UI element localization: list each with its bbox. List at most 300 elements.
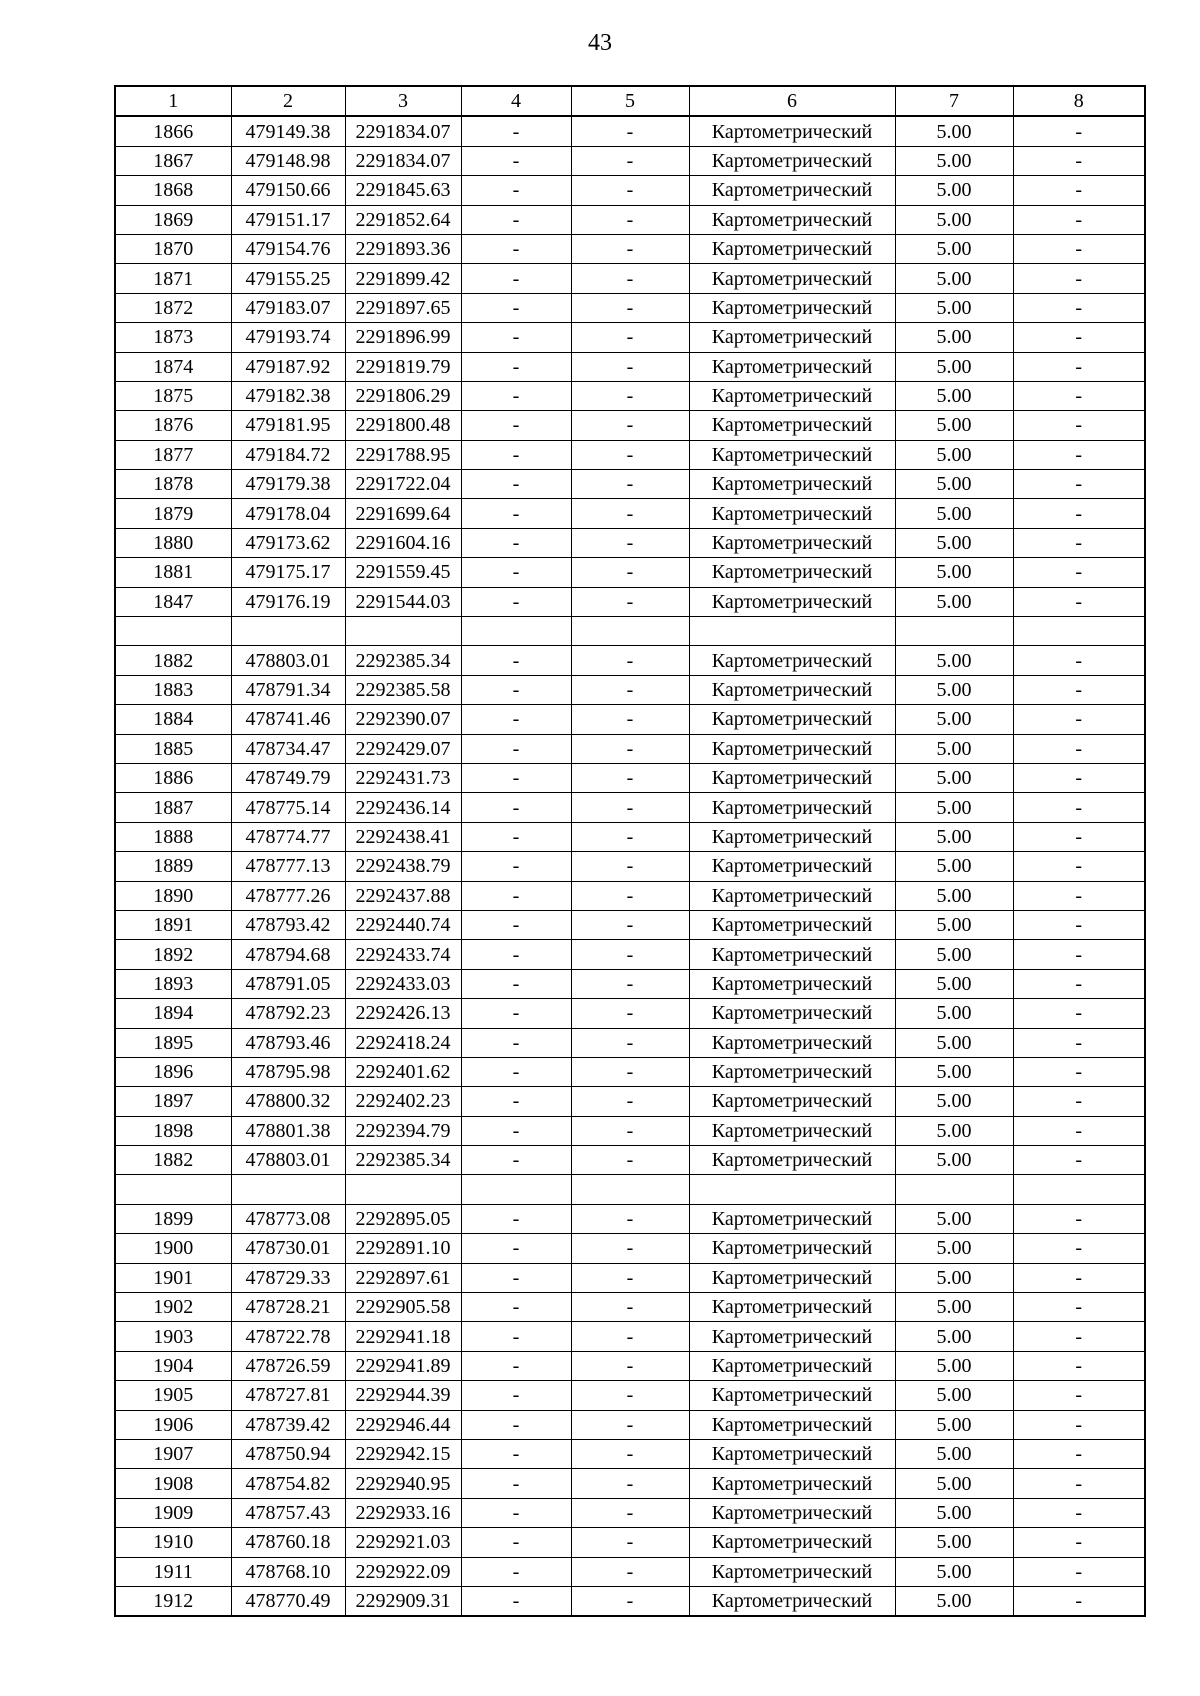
cell-method: Картометрический xyxy=(689,499,895,528)
cell-method: Картометрический xyxy=(689,1234,895,1263)
cell-col-5: - xyxy=(571,1469,689,1498)
cell-col-4: - xyxy=(461,116,571,146)
cell-method: Картометрический xyxy=(689,1469,895,1498)
cell-point-number: 1880 xyxy=(115,528,231,557)
cell-y-coordinate: 2292940.95 xyxy=(345,1469,461,1498)
cell-col-5: - xyxy=(571,646,689,675)
cell-method: Картометрический xyxy=(689,558,895,587)
cell-accuracy: 5.00 xyxy=(895,1204,1013,1233)
cell-col-8: - xyxy=(1013,323,1145,352)
table-row xyxy=(115,528,1145,557)
cell-col-8: - xyxy=(1013,1528,1145,1557)
table-row xyxy=(115,205,1145,234)
cell-col-4: - xyxy=(461,146,571,175)
cell-col-5: - xyxy=(571,528,689,557)
cell-col-8: - xyxy=(1013,763,1145,792)
cell-col-8: - xyxy=(1013,293,1145,322)
cell-col-5: - xyxy=(571,1263,689,1292)
cell-x-coordinate: 478795.98 xyxy=(231,1057,345,1086)
cell-y-coordinate: 2292440.74 xyxy=(345,910,461,939)
cell-col-8: - xyxy=(1013,116,1145,146)
cell-point-number: 1902 xyxy=(115,1293,231,1322)
cell-point-number: 1872 xyxy=(115,293,231,322)
cell-y-coordinate: 2291722.04 xyxy=(345,470,461,499)
cell-x-coordinate: 478794.68 xyxy=(231,940,345,969)
cell-point-number xyxy=(115,1175,231,1204)
cell-col-5: - xyxy=(571,323,689,352)
cell-col-8: - xyxy=(1013,176,1145,205)
cell-y-coordinate: 2292418.24 xyxy=(345,1028,461,1057)
cell-col-8: - xyxy=(1013,146,1145,175)
cell-col-8: - xyxy=(1013,1087,1145,1116)
cell-x-coordinate: 478741.46 xyxy=(231,705,345,734)
column-header-1: 1 xyxy=(115,86,231,116)
cell-col-4: - xyxy=(461,881,571,910)
cell-y-coordinate: 2291819.79 xyxy=(345,352,461,381)
cell-method: Картометрический xyxy=(689,734,895,763)
cell-col-5: - xyxy=(571,1410,689,1439)
cell-accuracy: 5.00 xyxy=(895,1293,1013,1322)
cell-accuracy xyxy=(895,617,1013,646)
cell-y-coordinate: 2292433.03 xyxy=(345,969,461,998)
cell-col-8: - xyxy=(1013,793,1145,822)
cell-y-coordinate: 2292429.07 xyxy=(345,734,461,763)
cell-accuracy: 5.00 xyxy=(895,176,1013,205)
table-row xyxy=(115,381,1145,410)
cell-x-coordinate: 478793.46 xyxy=(231,1028,345,1057)
cell-col-5: - xyxy=(571,1351,689,1380)
cell-x-coordinate: 479155.25 xyxy=(231,264,345,293)
cell-col-8: - xyxy=(1013,675,1145,704)
cell-method: Картометрический xyxy=(689,440,895,469)
cell-col-4: - xyxy=(461,910,571,939)
cell-col-8: - xyxy=(1013,558,1145,587)
cell-accuracy: 5.00 xyxy=(895,381,1013,410)
cell-y-coordinate: 2292394.79 xyxy=(345,1116,461,1145)
cell-y-coordinate: 2292922.09 xyxy=(345,1557,461,1586)
column-header-8: 8 xyxy=(1013,86,1145,116)
cell-method: Картометрический xyxy=(689,940,895,969)
cell-accuracy: 5.00 xyxy=(895,1557,1013,1586)
column-header-5: 5 xyxy=(571,86,689,116)
cell-col-5: - xyxy=(571,1439,689,1468)
table-row xyxy=(115,499,1145,528)
coordinates-table xyxy=(114,85,1146,1617)
cell-col-4: - xyxy=(461,1469,571,1498)
cell-accuracy: 5.00 xyxy=(895,910,1013,939)
table-row xyxy=(115,1116,1145,1145)
cell-x-coordinate: 478730.01 xyxy=(231,1234,345,1263)
cell-method: Картометрический xyxy=(689,822,895,851)
cell-method: Картометрический xyxy=(689,675,895,704)
cell-point-number: 1908 xyxy=(115,1469,231,1498)
cell-x-coordinate: 479184.72 xyxy=(231,440,345,469)
cell-y-coordinate: 2292426.13 xyxy=(345,999,461,1028)
cell-accuracy: 5.00 xyxy=(895,705,1013,734)
table-row xyxy=(115,999,1145,1028)
cell-x-coordinate: 478734.47 xyxy=(231,734,345,763)
cell-col-8: - xyxy=(1013,470,1145,499)
cell-col-5: - xyxy=(571,1234,689,1263)
cell-method: Картометрический xyxy=(689,1057,895,1086)
cell-point-number: 1878 xyxy=(115,470,231,499)
cell-accuracy: 5.00 xyxy=(895,558,1013,587)
cell-col-5: - xyxy=(571,763,689,792)
table-row xyxy=(115,852,1145,881)
cell-method: Картометрический xyxy=(689,411,895,440)
cell-point-number: 1891 xyxy=(115,910,231,939)
table-row xyxy=(115,910,1145,939)
cell-col-4: - xyxy=(461,852,571,881)
cell-accuracy: 5.00 xyxy=(895,1057,1013,1086)
cell-col-5: - xyxy=(571,734,689,763)
cell-col-4: - xyxy=(461,323,571,352)
cell-col-4: - xyxy=(461,1293,571,1322)
cell-accuracy: 5.00 xyxy=(895,1028,1013,1057)
cell-x-coordinate: 478728.21 xyxy=(231,1293,345,1322)
cell-col-4: - xyxy=(461,969,571,998)
cell-col-8: - xyxy=(1013,499,1145,528)
cell-point-number: 1905 xyxy=(115,1381,231,1410)
cell-col-5: - xyxy=(571,411,689,440)
cell-x-coordinate: 479150.66 xyxy=(231,176,345,205)
cell-point-number: 1847 xyxy=(115,587,231,616)
cell-accuracy: 5.00 xyxy=(895,793,1013,822)
cell-col-5: - xyxy=(571,1293,689,1322)
cell-accuracy: 5.00 xyxy=(895,234,1013,263)
cell-accuracy: 5.00 xyxy=(895,1322,1013,1351)
table-row xyxy=(115,1381,1145,1410)
cell-col-5: - xyxy=(571,940,689,969)
table-row xyxy=(115,1322,1145,1351)
cell-col-8: - xyxy=(1013,1410,1145,1439)
cell-y-coordinate: 2292941.18 xyxy=(345,1322,461,1351)
cell-point-number: 1870 xyxy=(115,234,231,263)
cell-x-coordinate: 479178.04 xyxy=(231,499,345,528)
cell-accuracy: 5.00 xyxy=(895,763,1013,792)
table-row xyxy=(115,940,1145,969)
cell-x-coordinate: 478768.10 xyxy=(231,1557,345,1586)
cell-y-coordinate: 2292942.15 xyxy=(345,1439,461,1468)
cell-point-number: 1884 xyxy=(115,705,231,734)
cell-col-4: - xyxy=(461,1028,571,1057)
column-header-4: 4 xyxy=(461,86,571,116)
cell-point-number: 1910 xyxy=(115,1528,231,1557)
cell-col-5: - xyxy=(571,822,689,851)
cell-accuracy: 5.00 xyxy=(895,1234,1013,1263)
cell-accuracy: 5.00 xyxy=(895,940,1013,969)
cell-x-coordinate: 478729.33 xyxy=(231,1263,345,1292)
table-row xyxy=(115,1234,1145,1263)
cell-y-coordinate: 2292895.05 xyxy=(345,1204,461,1233)
cell-y-coordinate: 2292909.31 xyxy=(345,1586,461,1616)
cell-y-coordinate: 2292946.44 xyxy=(345,1410,461,1439)
cell-x-coordinate: 478793.42 xyxy=(231,910,345,939)
cell-col-5: - xyxy=(571,1322,689,1351)
cell-y-coordinate: 2292437.88 xyxy=(345,881,461,910)
cell-point-number: 1883 xyxy=(115,675,231,704)
cell-point-number: 1885 xyxy=(115,734,231,763)
cell-col-5: - xyxy=(571,1557,689,1586)
cell-accuracy xyxy=(895,1175,1013,1204)
cell-x-coordinate: 478749.79 xyxy=(231,763,345,792)
table-row xyxy=(115,264,1145,293)
cell-col-8: - xyxy=(1013,1146,1145,1175)
cell-col-4: - xyxy=(461,793,571,822)
cell-method: Картометрический xyxy=(689,1087,895,1116)
column-header-6: 6 xyxy=(689,86,895,116)
cell-col-8: - xyxy=(1013,1498,1145,1527)
cell-accuracy: 5.00 xyxy=(895,264,1013,293)
table-row xyxy=(115,969,1145,998)
table-row xyxy=(115,1204,1145,1233)
cell-method: Картометрический xyxy=(689,146,895,175)
cell-point-number: 1911 xyxy=(115,1557,231,1586)
cell-col-8: - xyxy=(1013,734,1145,763)
cell-method: Картометрический xyxy=(689,793,895,822)
cell-y-coordinate: 2291893.36 xyxy=(345,234,461,263)
cell-col-8: - xyxy=(1013,411,1145,440)
cell-method: Картометрический xyxy=(689,1146,895,1175)
cell-col-4: - xyxy=(461,1498,571,1527)
cell-col-4: - xyxy=(461,381,571,410)
cell-accuracy: 5.00 xyxy=(895,1498,1013,1527)
cell-x-coordinate: 479182.38 xyxy=(231,381,345,410)
cell-col-8: - xyxy=(1013,352,1145,381)
cell-method: Картометрический xyxy=(689,999,895,1028)
cell-x-coordinate: 478739.42 xyxy=(231,1410,345,1439)
table-row xyxy=(115,1087,1145,1116)
cell-x-coordinate xyxy=(231,617,345,646)
cell-x-coordinate: 478770.49 xyxy=(231,1586,345,1616)
cell-x-coordinate: 478726.59 xyxy=(231,1351,345,1380)
column-header-7: 7 xyxy=(895,86,1013,116)
table-row xyxy=(115,763,1145,792)
cell-col-4: - xyxy=(461,1204,571,1233)
cell-col-4: - xyxy=(461,499,571,528)
cell-col-8: - xyxy=(1013,264,1145,293)
cell-col-8: - xyxy=(1013,1028,1145,1057)
cell-col-5: - xyxy=(571,470,689,499)
cell-col-4: - xyxy=(461,999,571,1028)
cell-col-8: - xyxy=(1013,381,1145,410)
cell-x-coordinate: 479151.17 xyxy=(231,205,345,234)
cell-x-coordinate: 478801.38 xyxy=(231,1116,345,1145)
table-row xyxy=(115,675,1145,704)
cell-col-8: - xyxy=(1013,1234,1145,1263)
cell-method: Картометрический xyxy=(689,1439,895,1468)
cell-method: Картометрический xyxy=(689,1498,895,1527)
table-row xyxy=(115,617,1145,646)
cell-col-5: - xyxy=(571,205,689,234)
cell-accuracy: 5.00 xyxy=(895,323,1013,352)
cell-col-5: - xyxy=(571,1116,689,1145)
cell-col-5: - xyxy=(571,852,689,881)
cell-col-4: - xyxy=(461,763,571,792)
cell-method: Картометрический xyxy=(689,763,895,792)
cell-col-5: - xyxy=(571,293,689,322)
cell-x-coordinate: 478775.14 xyxy=(231,793,345,822)
cell-col-5: - xyxy=(571,999,689,1028)
cell-x-coordinate: 478774.77 xyxy=(231,822,345,851)
table-row xyxy=(115,734,1145,763)
cell-accuracy: 5.00 xyxy=(895,205,1013,234)
cell-point-number: 1886 xyxy=(115,763,231,792)
cell-point-number: 1893 xyxy=(115,969,231,998)
cell-col-4: - xyxy=(461,705,571,734)
cell-point-number: 1876 xyxy=(115,411,231,440)
cell-accuracy: 5.00 xyxy=(895,675,1013,704)
cell-accuracy: 5.00 xyxy=(895,646,1013,675)
cell-col-4: - xyxy=(461,646,571,675)
cell-point-number: 1896 xyxy=(115,1057,231,1086)
cell-method: Картометрический xyxy=(689,1116,895,1145)
cell-col-4: - xyxy=(461,675,571,704)
cell-method: Картометрический xyxy=(689,470,895,499)
cell-method: Картометрический xyxy=(689,1028,895,1057)
cell-method: Картометрический xyxy=(689,910,895,939)
cell-col-5: - xyxy=(571,675,689,704)
cell-point-number: 1912 xyxy=(115,1586,231,1616)
cell-point-number: 1903 xyxy=(115,1322,231,1351)
cell-point-number: 1890 xyxy=(115,881,231,910)
cell-x-coordinate: 478791.34 xyxy=(231,675,345,704)
cell-accuracy: 5.00 xyxy=(895,999,1013,1028)
cell-x-coordinate: 479183.07 xyxy=(231,293,345,322)
cell-method: Картометрический xyxy=(689,352,895,381)
cell-accuracy: 5.00 xyxy=(895,822,1013,851)
cell-accuracy: 5.00 xyxy=(895,1087,1013,1116)
cell-col-4: - xyxy=(461,1234,571,1263)
table-row xyxy=(115,881,1145,910)
cell-y-coordinate: 2291788.95 xyxy=(345,440,461,469)
cell-x-coordinate: 478727.81 xyxy=(231,1381,345,1410)
cell-accuracy: 5.00 xyxy=(895,1146,1013,1175)
cell-accuracy: 5.00 xyxy=(895,852,1013,881)
cell-x-coordinate: 479187.92 xyxy=(231,352,345,381)
cell-col-4: - xyxy=(461,1351,571,1380)
cell-col-8: - xyxy=(1013,1439,1145,1468)
cell-col-4: - xyxy=(461,1557,571,1586)
cell-accuracy: 5.00 xyxy=(895,352,1013,381)
cell-method: Картометрический xyxy=(689,116,895,146)
table-row xyxy=(115,1469,1145,1498)
cell-col-4: - xyxy=(461,205,571,234)
table-row xyxy=(115,558,1145,587)
cell-x-coordinate: 478750.94 xyxy=(231,1439,345,1468)
cell-x-coordinate: 478800.32 xyxy=(231,1087,345,1116)
cell-col-5: - xyxy=(571,1146,689,1175)
cell-method: Картометрический xyxy=(689,293,895,322)
cell-point-number: 1881 xyxy=(115,558,231,587)
table-row xyxy=(115,1528,1145,1557)
cell-point-number: 1867 xyxy=(115,146,231,175)
cell-col-8: - xyxy=(1013,881,1145,910)
cell-col-4: - xyxy=(461,1057,571,1086)
cell-x-coordinate: 479193.74 xyxy=(231,323,345,352)
table-row xyxy=(115,176,1145,205)
cell-accuracy: 5.00 xyxy=(895,1528,1013,1557)
cell-col-8: - xyxy=(1013,1116,1145,1145)
cell-col-8: - xyxy=(1013,205,1145,234)
page-number: 43 xyxy=(588,30,612,56)
cell-accuracy: 5.00 xyxy=(895,1116,1013,1145)
cell-accuracy: 5.00 xyxy=(895,146,1013,175)
cell-y-coordinate: 2291544.03 xyxy=(345,587,461,616)
cell-col-5: - xyxy=(571,1528,689,1557)
cell-x-coordinate: 479181.95 xyxy=(231,411,345,440)
cell-x-coordinate: 478791.05 xyxy=(231,969,345,998)
cell-col-5: - xyxy=(571,499,689,528)
cell-col-5: - xyxy=(571,910,689,939)
cell-col-8: - xyxy=(1013,999,1145,1028)
cell-col-5: - xyxy=(571,440,689,469)
cell-x-coordinate: 479154.76 xyxy=(231,234,345,263)
cell-method: Картометрический xyxy=(689,323,895,352)
column-header-3: 3 xyxy=(345,86,461,116)
cell-y-coordinate: 2292921.03 xyxy=(345,1528,461,1557)
cell-x-coordinate: 478754.82 xyxy=(231,1469,345,1498)
cell-y-coordinate: 2292941.89 xyxy=(345,1351,461,1380)
cell-y-coordinate: 2291559.45 xyxy=(345,558,461,587)
cell-col-8: - xyxy=(1013,1469,1145,1498)
cell-col-5: - xyxy=(571,1498,689,1527)
cell-col-8: - xyxy=(1013,1381,1145,1410)
table-row xyxy=(115,587,1145,616)
cell-col-4: - xyxy=(461,264,571,293)
table-row xyxy=(115,1263,1145,1292)
cell-point-number: 1871 xyxy=(115,264,231,293)
cell-y-coordinate: 2292401.62 xyxy=(345,1057,461,1086)
cell-col-5: - xyxy=(571,146,689,175)
cell-col-4: - xyxy=(461,1439,571,1468)
cell-col-8: - xyxy=(1013,1263,1145,1292)
cell-y-coordinate: 2291852.64 xyxy=(345,205,461,234)
cell-x-coordinate: 479148.98 xyxy=(231,146,345,175)
cell-point-number: 1906 xyxy=(115,1410,231,1439)
cell-y-coordinate: 2292431.73 xyxy=(345,763,461,792)
cell-x-coordinate xyxy=(231,1175,345,1204)
cell-method: Картометрический xyxy=(689,176,895,205)
cell-method: Картометрический xyxy=(689,646,895,675)
cell-col-4: - xyxy=(461,470,571,499)
cell-col-8: - xyxy=(1013,822,1145,851)
cell-col-8: - xyxy=(1013,1322,1145,1351)
cell-y-coordinate: 2291604.16 xyxy=(345,528,461,557)
cell-x-coordinate: 478803.01 xyxy=(231,646,345,675)
cell-method xyxy=(689,1175,895,1204)
cell-method: Картометрический xyxy=(689,881,895,910)
cell-y-coordinate: 2292933.16 xyxy=(345,1498,461,1527)
cell-col-4: - xyxy=(461,1263,571,1292)
cell-col-8: - xyxy=(1013,969,1145,998)
cell-point-number: 1866 xyxy=(115,116,231,146)
cell-method: Картометрический xyxy=(689,381,895,410)
cell-accuracy: 5.00 xyxy=(895,734,1013,763)
cell-x-coordinate: 479173.62 xyxy=(231,528,345,557)
cell-col-4: - xyxy=(461,1146,571,1175)
cell-method: Картометрический xyxy=(689,1586,895,1616)
cell-method: Картометрический xyxy=(689,852,895,881)
cell-col-4: - xyxy=(461,558,571,587)
cell-method xyxy=(689,617,895,646)
cell-y-coordinate: 2291899.42 xyxy=(345,264,461,293)
cell-col-4: - xyxy=(461,411,571,440)
cell-method: Картометрический xyxy=(689,528,895,557)
cell-method: Картометрический xyxy=(689,234,895,263)
cell-col-4: - xyxy=(461,1381,571,1410)
cell-col-8: - xyxy=(1013,1586,1145,1616)
